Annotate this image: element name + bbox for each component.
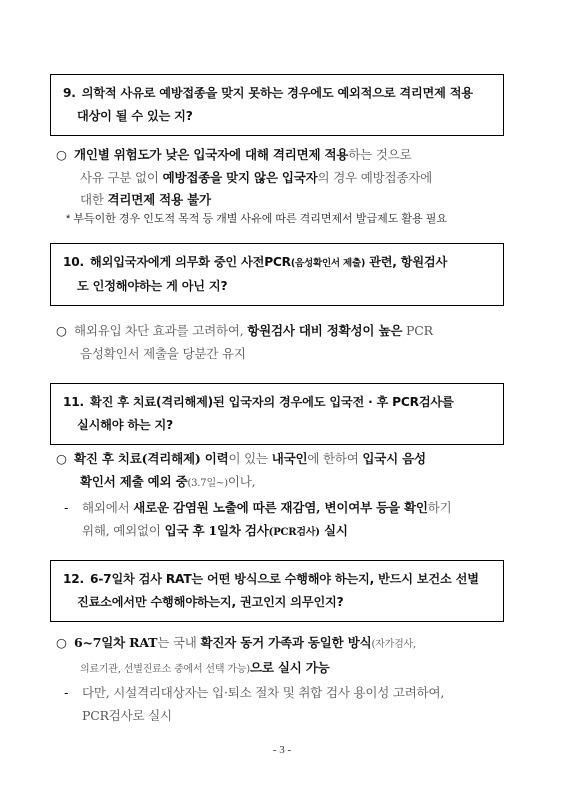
question-box-10 <box>50 243 504 306</box>
answer-text: 에 한하여 <box>307 451 363 466</box>
answer-text: 새로운 감염원 노출에 따른 재감염, 변이여부 등을 확인 <box>133 500 428 515</box>
question-text: 확진 후 치료(격리해제)된 입국자의 경우에도 입국전 · 후 PCR검사를 <box>90 395 454 409</box>
footnote: * 부득이한 경우 인도적 목적 등 개별 사유에 따른 격리면제서 발급제도 활용 필요 <box>66 213 447 225</box>
question-number: 12. <box>63 572 84 586</box>
answer-text: 이나, <box>227 473 256 489</box>
answer-text: 확진 후 치료(격리해제) 이력 <box>74 451 229 466</box>
answer-text: 으로 실시 가능 <box>249 659 330 675</box>
question-text: 의학적 사유로 예방접종을 맞지 못하는 경우에도 예외적으로 격리면제 적용 <box>81 86 473 100</box>
answer-text: 실시 <box>319 522 348 538</box>
answer-text: 의 경우 예방접종자에 <box>317 169 432 185</box>
question-text-cont: 실시해야 하는 지? <box>77 418 173 432</box>
answer-text: 내국인 <box>271 451 308 466</box>
answer-text: 개인별 위험도가 낮은 입국자에 대해 격리면제 적용 <box>74 147 349 162</box>
question-number: 10. <box>63 255 84 269</box>
answer-text: PCR검사로 실시 <box>82 707 172 723</box>
answer-11-sub <box>64 497 508 544</box>
answer-text: 대한 <box>80 192 108 207</box>
page-number: - 3 - <box>272 744 292 756</box>
answer-text-small: (3.7일~) <box>187 477 228 489</box>
answer-10 <box>56 320 508 365</box>
question-box-9 <box>50 74 504 136</box>
answer-text-small: 의료기관, 선별진료소 중에서 선택 가능) <box>80 663 250 675</box>
answer-text: 입국 후 1일차 검사 <box>164 522 269 538</box>
answer-12-sub <box>64 682 508 727</box>
question-text: 해외입국자에게 의무화 중인 사전PCR <box>90 255 291 269</box>
question-box-12 <box>50 560 504 622</box>
answer-text: 는 국내 <box>157 635 201 650</box>
answer-text-small: (PCR검사) <box>268 526 320 538</box>
answer-text: 하기 <box>427 500 452 515</box>
answer-text: 해외유입 차단 효과를 고려하여, <box>74 323 248 338</box>
answer-text: 해외에서 <box>82 500 134 515</box>
answer-text: PCR <box>402 323 433 338</box>
question-number: 11. <box>63 395 84 409</box>
bullet-circle: ○ <box>56 635 67 650</box>
answer-12 <box>56 632 508 681</box>
answer-11 <box>56 448 508 495</box>
answer-text: 항원검사 대비 정확성이 높은 <box>247 323 403 338</box>
question-number: 9. <box>63 86 76 100</box>
bullet-circle: ○ <box>56 147 67 162</box>
dash-bullet: - <box>64 685 69 700</box>
question-text: 6-7일차 검사 RAT는 어떤 방식으로 수행해야 하는지, 반드시 보건소 선별 <box>90 572 479 586</box>
answer-text: 예방접종을 맞지 않은 입국자 <box>162 169 318 185</box>
answer-text: 음성확인서 제출을 당분간 유지 <box>80 345 246 361</box>
answer-text: 다만, 시설격리대상자는 입·퇴소 절차 및 취합 검사 용이성 고려하여, <box>82 685 445 700</box>
answer-text: 6~7일차 RAT <box>74 635 158 650</box>
question-text: 관련, 항원검사 <box>365 255 448 269</box>
question-box-11 <box>50 383 504 445</box>
dash-bullet: - <box>64 500 69 515</box>
question-text-cont: 진료소에서만 수행해야하는지, 권고인지 의무인지? <box>77 595 344 609</box>
answer-text: 확진자 동거 가족과 동일한 방식 <box>200 635 372 650</box>
answer-9 <box>56 144 508 212</box>
bullet-circle: ○ <box>56 451 67 466</box>
answer-text: 하는 것으로 <box>348 147 412 162</box>
question-text-cont: 도 인정해야하는 게 아닌 지? <box>77 279 228 293</box>
question-text-cont: 대상이 될 수 있는 지? <box>77 109 193 123</box>
answer-text: 이 있는 <box>228 451 272 466</box>
answer-text: 격리면제 적용 불가 <box>107 192 211 207</box>
answer-text-small: (자가검사, <box>371 639 416 650</box>
bullet-circle: ○ <box>56 323 67 338</box>
answer-text: 확인서 제출 예외 중 <box>80 473 188 489</box>
answer-text: 사유 구분 없이 <box>80 169 163 185</box>
answer-text: 위해, 예외없이 <box>82 522 165 538</box>
question-text-small: (음성확인서 제출) <box>290 258 366 269</box>
answer-text: 입국시 음성 <box>362 451 426 466</box>
